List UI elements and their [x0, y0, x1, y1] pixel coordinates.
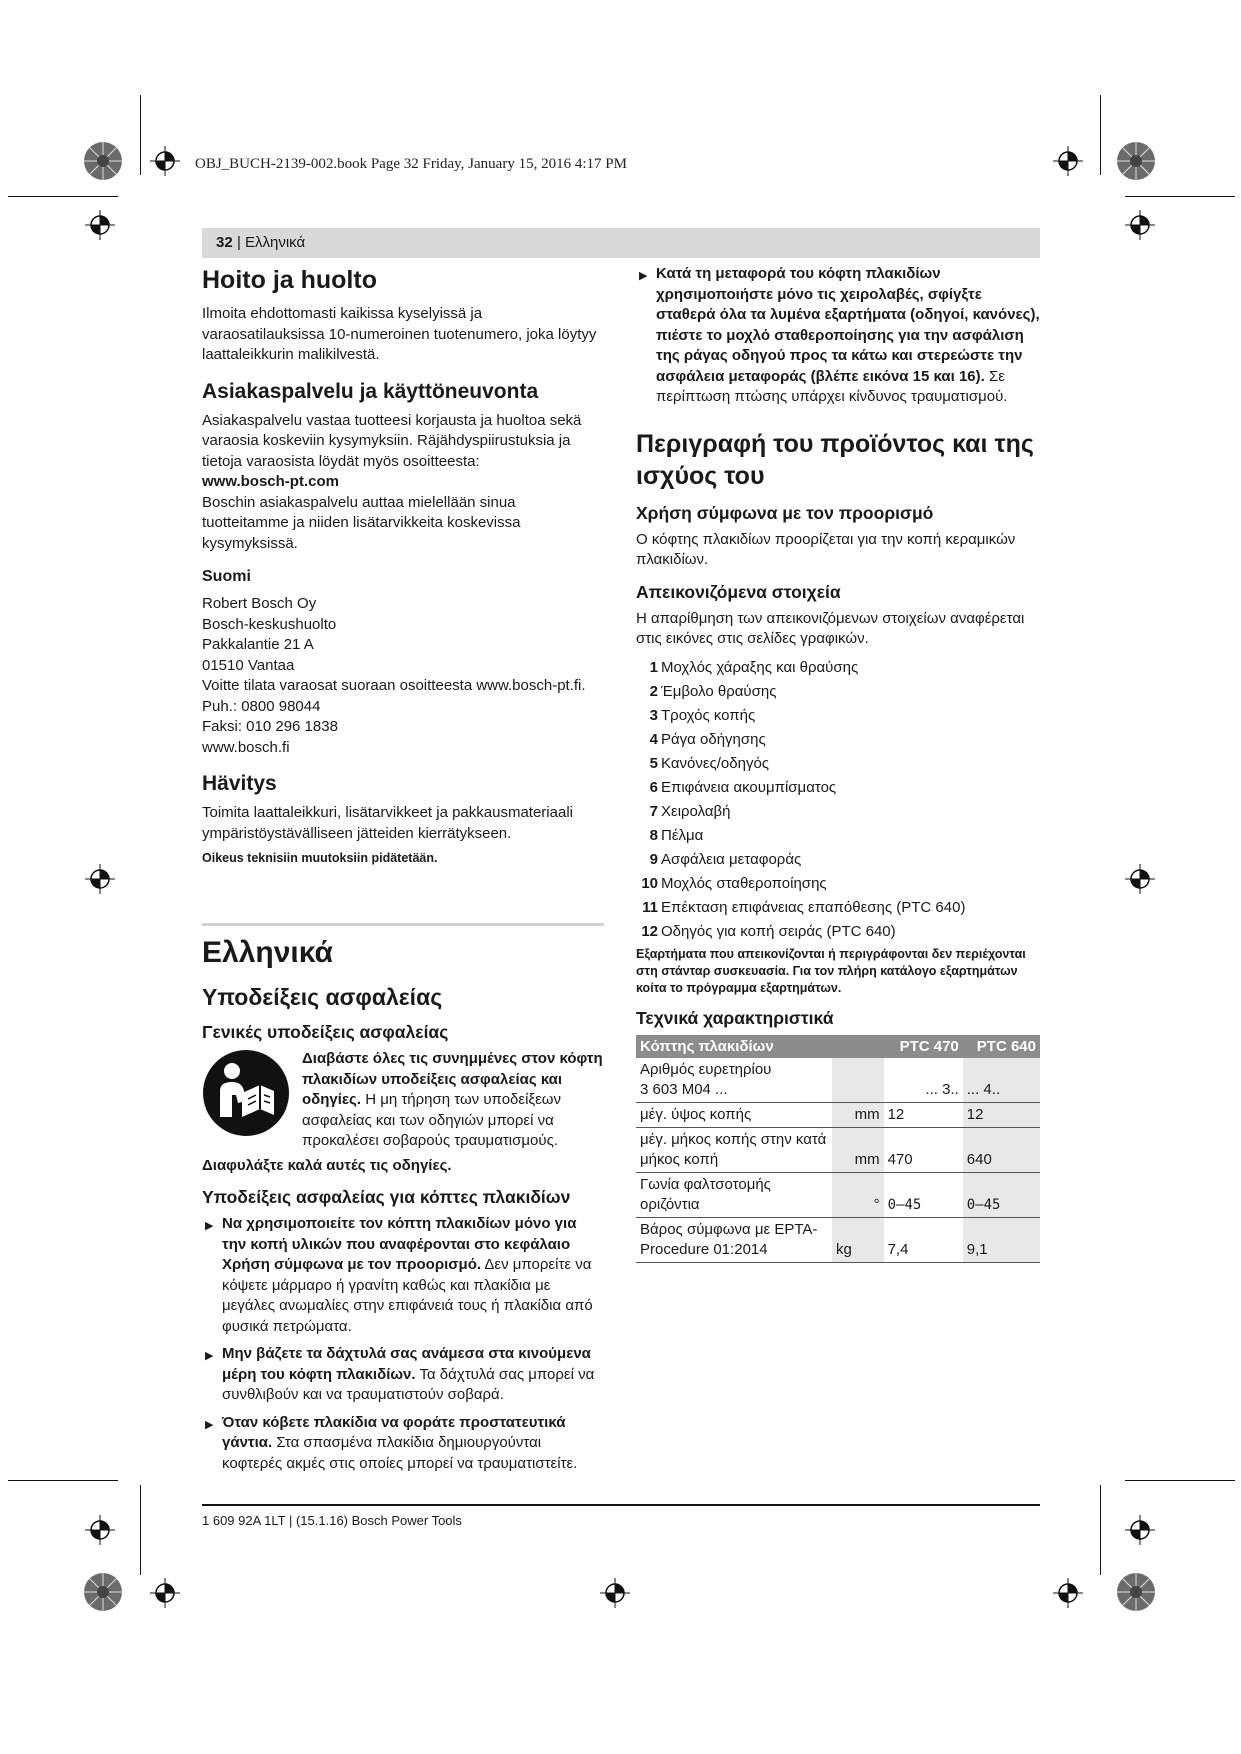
table-row: μέγ. μήκος κοπής στην κατά μήκος κοπή mm 470 640	[636, 1127, 1040, 1172]
table-row: Βάρος σύμφωνα με EPTA- Procedure 01:2014 kg 7,4 9,1	[636, 1217, 1040, 1262]
registration-mark-icon	[150, 146, 180, 176]
running-header	[202, 228, 1040, 258]
list-item: 4 Ράγα οδήγησης	[649, 730, 766, 748]
havitys-heading: Hävitys	[202, 772, 277, 795]
header-separator: |	[237, 234, 241, 251]
list-item: 2 Έμβολο θραύσης	[649, 682, 777, 700]
list-item: 1 Μοχλός χάραξης και θραύσης	[649, 658, 859, 676]
page-number: 32	[216, 234, 233, 251]
table-row: Γωνία φαλτσοτομής οριζόντια ° 0–45 0–45	[636, 1172, 1040, 1217]
registration-mark-icon	[1125, 1515, 1155, 1545]
hoito-text: Ilmoita ehdottomasti kaikissa kyselyissä ja varaosatilauksissa 10-numeroinen tuotenumero, joka löytyy laattaleikkurin malikilvestä.	[202, 305, 597, 363]
bullet-triangle-icon: ▶	[205, 1418, 214, 1431]
list-item: 11 Επέκταση επιφάνειας επαπόθεσης (PTC 640)	[642, 898, 966, 916]
color-rosette-icon	[1116, 141, 1156, 181]
transport-bullet: ▶ Κατά τη μεταφορά του κόφτη πλακιδίων χρησιμοποιήστε μόνο τις χειρολαβές, σφίγξτε σταθερά όλα τα λυμένα εξαρτήματα (οδηγοί, κανόνες), πιέστε το μοχλό σταθεροποίησης για την ασφάλιση της ράγας οδηγού προς τα κάτω και στερεώστε την ασφάλεια μεταφοράς (βλέπε εικόνα 15 και 16). Σε περίπτωση πτώσης υπάρχει κίνδυνος τραυματισμού.	[639, 265, 1040, 405]
registration-mark-icon	[150, 1578, 180, 1608]
address-line: Puh.: 0800 98044	[202, 697, 321, 715]
service-url[interactable]: www.bosch-pt.com	[202, 473, 339, 490]
safety-bullet: ▶ Μην βάζετε τα δάχτυλά σας ανάμεσα στα κινούμενα μέρη του κόφτη πλακιδίων. Τα δάχτυλά σας μπορεί να συνθλιβούν και να τραυματιστούν σοβαρά.	[205, 1345, 595, 1403]
read-manual-warning	[202, 1049, 604, 1152]
cutter-safety-heading: Υποδείξεις ασφαλείας για κόπτες πλακιδίων	[202, 1187, 571, 1207]
bullet-triangle-icon: ▶	[205, 1350, 214, 1362]
rights-note: Oikeus teknisiin muutoksiin pidätetään.	[202, 851, 438, 865]
list-item: 9 Ασφάλεια μεταφοράς	[649, 850, 802, 868]
read-manual-icon	[202, 1049, 290, 1137]
asiakas-text: Asiakaspalvelu vastaa tuotteesi korjausta ja huoltoa sekä varaosia koskeviin kysymyksiin. Räjähdyspiirustuksia ja tietoja varaosista löydät myös osoitteesta: www.bosch-pt.com Boschin asiakaspalvelu auttaa mielellään sinua tuotteitamme ja niiden lisätarvikkeita koskevissa kysymyksissä.	[202, 411, 582, 552]
havitys-text: Toimita laattaleikkuri, lisätarvikkeet ja pakkausmateriaali ympäristöystävälliseen jätteiden kierrätykseen.	[202, 804, 573, 842]
address-line: Pakkalantie 21 A	[202, 636, 314, 653]
registration-mark-icon	[85, 864, 115, 894]
bullet-triangle-icon: ▶	[639, 270, 648, 282]
page-footer: 1 609 92A 1LT | (15.1.16) Bosch Power Tools	[202, 1513, 462, 1528]
print-slug: OBJ_BUCH-2139-002.book Page 32 Friday, January 15, 2016 4:17 PM	[195, 156, 627, 172]
color-rosette-icon	[1116, 1572, 1156, 1612]
product-description-heading: Περιγραφή του προϊόντος και της ισχύος του	[636, 429, 1034, 490]
registration-mark-icon	[600, 1578, 630, 1608]
intended-use-text: Ο κόφτης πλακιδίων προορίζεται για την κοπή κεραμικών πλακιδίων.	[636, 530, 1016, 568]
registration-mark-icon	[1053, 1578, 1083, 1608]
list-item: 10 Μοχλός σταθεροποίησης	[641, 874, 827, 892]
safety-heading: Υποδείξεις ασφαλείας	[202, 984, 443, 1010]
list-item: 7 Χειρολαβή	[649, 802, 731, 820]
table-row: μέγ. ύψος κοπής mm 12 12	[636, 1102, 1040, 1127]
registration-mark-icon	[85, 210, 115, 240]
address-line: Voitte tilata varaosat suoraan osoitteesta www.bosch-pt.fi.	[202, 677, 586, 694]
address-line: 01510 Vantaa	[202, 656, 295, 674]
address-line: Bosch-keskushuolto	[202, 615, 337, 633]
technical-data-heading: Τεχνικά χαρακτηριστικά	[636, 1007, 834, 1028]
registration-mark-icon	[1125, 210, 1155, 240]
footer-rule	[202, 1504, 1040, 1506]
component-list	[636, 656, 1040, 944]
table-header-cell: PTC 640	[963, 1035, 1040, 1058]
depicted-components-text: Η απαρίθμηση των απεικονιζόμενων στοιχείων αναφέρεται στις εικόνες στις σελίδες γραφικών.	[636, 609, 1025, 647]
hoito-heading: Hoito ja huolto	[202, 266, 377, 294]
address-line[interactable]: www.bosch.fi	[202, 738, 290, 756]
depicted-components-heading: Απεικονιζόμενα στοιχεία	[636, 581, 841, 602]
technical-data-table	[636, 1035, 1040, 1263]
asiakas-heading: Asiakaspalvelu ja käyttöneuvonta	[202, 379, 539, 403]
list-item: 12 Οδηγός για κοπή σειράς (PTC 640)	[641, 922, 896, 940]
address-line: Faksi: 010 296 1838	[202, 718, 338, 735]
keep-instructions: Διαφυλάξτε καλά αυτές τις οδηγίες.	[202, 1156, 452, 1174]
address-line: Robert Bosch Oy	[202, 595, 317, 612]
table-header-row	[636, 1035, 1040, 1058]
list-item: 6 Επιφάνεια ακουμπίσματος	[649, 778, 837, 796]
header-language: Ελληνικά	[245, 234, 306, 251]
list-item: 8 Πέλμα	[649, 826, 704, 844]
general-safety-heading: Γενικές υποδείξεις ασφαλείας	[202, 1022, 449, 1042]
registration-mark-icon	[1125, 864, 1155, 894]
greek-section-title: Ελληνικά	[202, 936, 333, 969]
table-row: Αριθμός ευρετηρίου 3 603 M04 ... ... 3.. ... 4..	[636, 1058, 1040, 1103]
color-rosette-icon	[83, 141, 123, 181]
registration-mark-icon	[1053, 146, 1083, 176]
right-column	[636, 264, 1040, 1263]
safety-bullet: ▶ Να χρησιμοποιείτε τον κόπτη πλακιδίων μόνο για την κοπή υλικών που αναφέρονται στο κεφάλαιο Χρήση σύμφωνα με τον προορισμό. Δεν μπορείτε να κόψετε μάρμαρο ή γρανίτη καθώς και πλακίδια με μεγάλες ανωμαλίες στην επιφάνειά τους ή πλακίδια από φυσικά πετρώματα.	[205, 1215, 593, 1335]
service-address	[202, 594, 604, 758]
accessories-note: Εξαρτήματα που απεικονίζονται ή περιγράφονται δεν περιέχονται στη στάνταρ συσκευασία. Για τον πλήρη κατάλογο εξαρτημάτων κοίτα το πρόγραμμα εξαρτημάτων.	[636, 946, 1026, 995]
registration-mark-icon	[85, 1515, 115, 1545]
left-column	[202, 264, 604, 1481]
safety-bullet: ▶ Όταν κόβετε πλακίδια να φοράτε προστατευτικά γάντια. Στα σπασμένα πλακίδια δημιουργούνται κοφτερές ακμές στις οποίες μπορεί να τραυματιστείτε.	[205, 1413, 578, 1472]
general-safety-text: Διαβάστε όλες τις συνημμένες στον κόφτη πλακιδίων υποδείξεις ασφαλείας και οδηγίες. Η μη τήρηση των υποδείξεων ασφαλείας και των οδηγιών μπορεί να προκαλέσει σοβαρούς τραυματισμούς.	[302, 1050, 603, 1149]
list-item: 3 Τροχός κοπής	[649, 706, 756, 724]
bullet-triangle-icon: ▶	[205, 1220, 214, 1232]
suomi-label: Suomi	[202, 568, 251, 585]
section-divider	[202, 923, 604, 926]
table-header-cell: Κόπτης πλακιδίων	[636, 1035, 832, 1058]
list-item: 5 Κανόνες/οδηγός	[649, 754, 770, 772]
table-header-cell	[832, 1035, 884, 1058]
intended-use-heading: Χρήση σύμφωνα με τον προορισμό	[636, 502, 934, 523]
table-header-cell: PTC 470	[884, 1035, 963, 1058]
color-rosette-icon	[83, 1572, 123, 1612]
